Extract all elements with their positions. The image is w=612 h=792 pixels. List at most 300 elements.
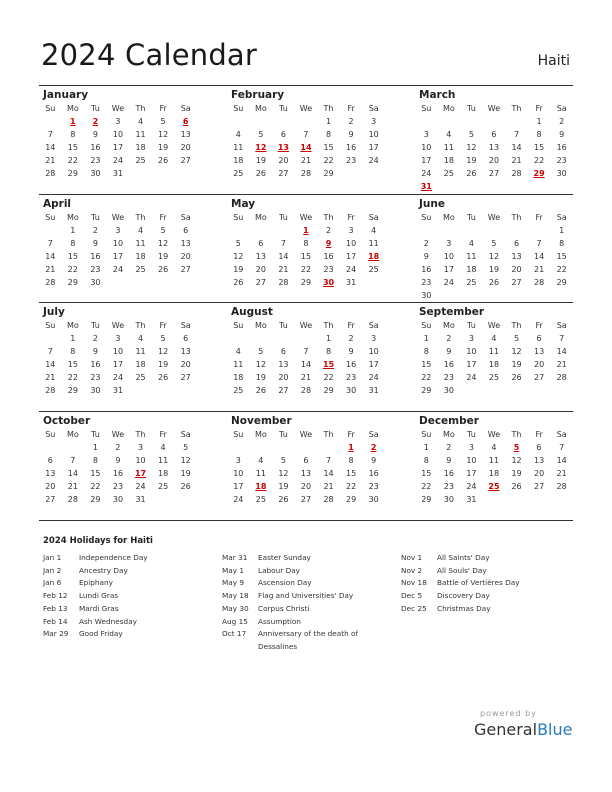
day-cell: 12 bbox=[180, 455, 191, 465]
calendar-row bbox=[39, 85, 573, 194]
month-table bbox=[415, 319, 573, 397]
day-cell: 16 bbox=[368, 468, 379, 478]
day-cell: 7 bbox=[70, 455, 76, 465]
day-cell: 9 bbox=[115, 455, 121, 465]
day-cell: 7 bbox=[47, 130, 53, 139]
day-cell: 11 bbox=[466, 251, 477, 261]
day-cell: 23 bbox=[443, 373, 454, 382]
week-row bbox=[415, 276, 573, 289]
holiday-item bbox=[401, 577, 557, 590]
day-cell: 23 bbox=[112, 481, 124, 491]
day-cell: 19 bbox=[255, 373, 266, 382]
day-cell: 1 bbox=[423, 442, 429, 452]
week-row bbox=[227, 224, 385, 237]
weekday-header: Mo bbox=[66, 321, 79, 330]
day-cell: 9 bbox=[92, 130, 98, 139]
empty-cell bbox=[460, 384, 483, 397]
weekday-header: Fr bbox=[347, 321, 355, 330]
day-cell: 3 bbox=[348, 225, 354, 235]
empty-cell bbox=[129, 384, 152, 397]
empty-cell bbox=[174, 167, 197, 180]
holiday-name: Ash Wednesday bbox=[79, 616, 137, 626]
weekday-header: Sa bbox=[368, 321, 379, 330]
day-cell: 22 bbox=[421, 481, 432, 491]
week-row bbox=[39, 493, 197, 506]
day-cell: 31 bbox=[112, 386, 124, 395]
day-cell: 19 bbox=[158, 143, 169, 152]
day-cell: 19 bbox=[180, 468, 191, 478]
weekday-header: Sa bbox=[556, 429, 567, 439]
week-row bbox=[415, 480, 573, 493]
day-cell: 4 bbox=[491, 334, 497, 343]
day-cell: 16 bbox=[556, 143, 567, 152]
day-cell: 25 bbox=[135, 156, 146, 165]
empty-cell bbox=[39, 441, 62, 454]
day-cell: 7 bbox=[47, 347, 53, 356]
day-cell: 6 bbox=[280, 130, 286, 139]
day-cell: 24 bbox=[421, 169, 432, 178]
day-cell: 28 bbox=[323, 494, 334, 504]
week-row bbox=[227, 441, 385, 454]
day-cell: 22 bbox=[534, 156, 545, 165]
weekday-header: Su bbox=[45, 321, 56, 330]
empty-cell bbox=[227, 441, 250, 454]
day-cell: 24 bbox=[346, 264, 357, 274]
day-cell: 5 bbox=[258, 347, 264, 356]
empty-cell bbox=[107, 276, 130, 289]
day-cell: 13 bbox=[45, 468, 56, 478]
empty-cell bbox=[505, 115, 528, 128]
day-cell: 28 bbox=[300, 386, 312, 395]
week-row bbox=[415, 128, 573, 141]
weekday-header: Tu bbox=[467, 429, 476, 439]
holiday-item bbox=[222, 628, 378, 653]
week-row bbox=[227, 480, 385, 493]
day-cell: 8 bbox=[559, 238, 565, 248]
day-cell: 9 bbox=[92, 347, 98, 356]
month-name: May bbox=[231, 197, 256, 210]
day-cell: 21 bbox=[300, 373, 312, 382]
day-cell: 6 bbox=[183, 334, 189, 343]
day-cell: 13 bbox=[180, 238, 191, 248]
holiday-item bbox=[401, 590, 557, 603]
day-cell: 22 bbox=[323, 156, 334, 165]
empty-cell bbox=[317, 441, 340, 454]
day-cell: 27 bbox=[45, 494, 56, 504]
weekday-header: Su bbox=[45, 104, 56, 113]
day-cell: 4 bbox=[446, 130, 452, 139]
day-cell: 18 bbox=[135, 143, 146, 152]
day-cell: 31 bbox=[346, 277, 357, 287]
empty-cell bbox=[505, 384, 528, 397]
weekday-header: Mo bbox=[254, 212, 267, 222]
empty-cell bbox=[415, 115, 438, 128]
weekday-header: We bbox=[111, 104, 125, 113]
day-cell: 6 bbox=[303, 455, 309, 465]
month-july bbox=[39, 303, 197, 411]
generalblue-logo[interactable] bbox=[474, 720, 572, 739]
day-cell: 13 bbox=[278, 360, 289, 369]
day-cell: 25 bbox=[233, 169, 244, 178]
weekday-header: Mo bbox=[254, 104, 267, 113]
day-cell: 24 bbox=[112, 264, 124, 274]
holiday-date: May 9 bbox=[222, 578, 245, 588]
holiday-date: Dec 5 bbox=[401, 591, 423, 601]
weekday-header: We bbox=[487, 212, 501, 222]
day-cell: 11 bbox=[368, 238, 379, 248]
weekday-header: Fr bbox=[159, 212, 167, 222]
holiday-date: May 18 bbox=[222, 591, 249, 601]
weekday-header: Th bbox=[135, 429, 146, 439]
day-cell: 24 bbox=[368, 156, 379, 165]
holiday-item bbox=[222, 552, 378, 565]
day-cell: 3 bbox=[371, 117, 377, 126]
day-cell: 31 bbox=[466, 494, 477, 504]
day-cell: 10 bbox=[135, 455, 146, 465]
month-april bbox=[39, 195, 197, 303]
day-cell: 13 bbox=[300, 468, 312, 478]
day-cell: 1 bbox=[325, 334, 332, 343]
day-cell: 10 bbox=[346, 238, 357, 248]
empty-cell bbox=[483, 384, 506, 397]
day-cell: 15 bbox=[67, 143, 78, 152]
day-cell: 28 bbox=[45, 277, 56, 287]
day-cell: 13 bbox=[534, 347, 545, 356]
weekday-header: Th bbox=[323, 429, 334, 439]
empty-cell bbox=[415, 224, 438, 237]
day-cell: 15 bbox=[421, 468, 432, 478]
day-cell: 14 bbox=[45, 143, 56, 152]
day-cell: 21 bbox=[45, 264, 56, 274]
empty-cell bbox=[362, 167, 385, 180]
day-cell: 7 bbox=[303, 347, 309, 356]
empty-cell bbox=[174, 276, 197, 289]
day-cell: 3 bbox=[115, 334, 121, 343]
empty-cell bbox=[483, 224, 506, 237]
day-cell: 9 bbox=[446, 347, 452, 356]
weekday-header: Sa bbox=[180, 104, 191, 113]
day-cell: 5 bbox=[160, 117, 166, 126]
holiday-name: Ancestry Day bbox=[79, 565, 128, 575]
day-cell: 26 bbox=[180, 481, 191, 491]
empty-cell bbox=[272, 115, 295, 128]
day-cell: 20 bbox=[180, 360, 191, 369]
day-cell: 7 bbox=[559, 334, 565, 343]
holiday-item bbox=[43, 628, 199, 641]
week-row bbox=[227, 154, 385, 167]
day-cell: 27 bbox=[511, 277, 522, 287]
weekday-header: Tu bbox=[279, 429, 288, 439]
day-cell: 27 bbox=[534, 373, 545, 382]
day-cell: 10 bbox=[421, 143, 432, 152]
day-cell: 19 bbox=[278, 481, 289, 491]
week-row bbox=[39, 224, 197, 237]
month-name: November bbox=[231, 414, 292, 427]
weekday-header: Su bbox=[421, 212, 432, 222]
weekday-header: Fr bbox=[347, 429, 355, 439]
day-cell: 2 bbox=[325, 225, 332, 235]
day-cell: 19 bbox=[488, 264, 500, 274]
day-cell: 27 bbox=[255, 277, 266, 287]
day-cell: 19 bbox=[158, 360, 169, 369]
holiday-item bbox=[43, 552, 199, 565]
day-cell: 4 bbox=[258, 455, 264, 465]
day-cell: 23 bbox=[323, 264, 334, 274]
day-cell: 20 bbox=[180, 251, 191, 261]
weekday-header: Mo bbox=[442, 429, 455, 439]
weekday-header: Tu bbox=[91, 321, 100, 330]
day-cell: 26 bbox=[158, 264, 169, 274]
holiday-day-cell: 30 bbox=[322, 277, 335, 287]
day-cell: 16 bbox=[443, 468, 454, 478]
day-cell: 14 bbox=[67, 468, 78, 478]
holiday-name: Mardi Gras bbox=[79, 603, 119, 613]
empty-cell bbox=[272, 224, 295, 237]
day-cell: 4 bbox=[137, 117, 144, 126]
week-row bbox=[415, 141, 573, 154]
empty-cell bbox=[483, 493, 506, 506]
day-cell: 23 bbox=[421, 277, 432, 287]
day-cell: 21 bbox=[45, 373, 56, 382]
empty-cell bbox=[438, 180, 461, 193]
week-row bbox=[39, 371, 197, 384]
day-cell: 8 bbox=[348, 455, 354, 465]
day-cell: 9 bbox=[446, 455, 452, 465]
day-cell: 16 bbox=[346, 360, 357, 369]
day-cell: 10 bbox=[466, 347, 477, 356]
holidays-title: 2024 Holidays for Haiti bbox=[43, 536, 153, 546]
empty-cell bbox=[550, 289, 573, 302]
day-cell: 12 bbox=[158, 347, 169, 356]
day-cell: 16 bbox=[90, 143, 101, 152]
day-cell: 18 bbox=[233, 156, 244, 165]
weekday-header: Tu bbox=[467, 321, 476, 330]
weekday-header: Fr bbox=[535, 212, 543, 222]
week-row bbox=[39, 441, 197, 454]
holiday-name: Epiphany bbox=[79, 578, 113, 588]
day-cell: 8 bbox=[536, 130, 542, 139]
month-name: January bbox=[43, 89, 89, 101]
day-cell: 3 bbox=[446, 238, 452, 248]
day-cell: 15 bbox=[90, 468, 101, 478]
holiday-day-cell: 17 bbox=[134, 468, 147, 478]
day-cell: 14 bbox=[323, 468, 334, 478]
weekday-header: Su bbox=[233, 212, 244, 222]
month-august bbox=[227, 303, 385, 411]
day-cell: 22 bbox=[556, 264, 567, 274]
day-cell: 22 bbox=[421, 373, 432, 382]
empty-cell bbox=[550, 493, 573, 506]
holiday-name: Corpus Christi bbox=[258, 603, 310, 613]
week-row bbox=[227, 384, 385, 397]
weekday-header: Fr bbox=[159, 429, 167, 439]
day-cell: 8 bbox=[303, 238, 309, 248]
empty-cell bbox=[272, 441, 295, 454]
day-cell: 25 bbox=[233, 386, 244, 395]
empty-cell bbox=[362, 276, 385, 289]
empty-cell bbox=[505, 493, 528, 506]
holiday-item bbox=[43, 603, 199, 616]
day-cell: 2 bbox=[92, 334, 98, 343]
weekday-header: Fr bbox=[159, 104, 167, 113]
day-cell: 22 bbox=[67, 373, 78, 382]
day-cell: 15 bbox=[421, 360, 432, 369]
day-cell: 22 bbox=[67, 264, 78, 274]
month-march bbox=[415, 86, 573, 194]
holiday-date: Nov 2 bbox=[401, 565, 423, 575]
day-cell: 26 bbox=[255, 169, 266, 178]
empty-cell bbox=[39, 224, 62, 237]
holiday-name: Lundi Gras bbox=[79, 591, 119, 601]
weekday-header: Tu bbox=[91, 429, 100, 439]
weekday-header: We bbox=[111, 429, 125, 439]
day-cell: 28 bbox=[534, 277, 545, 287]
month-name: March bbox=[419, 89, 456, 101]
day-cell: 27 bbox=[180, 373, 191, 382]
weekday-header: Th bbox=[135, 321, 146, 330]
day-cell: 28 bbox=[300, 169, 312, 178]
day-cell: 29 bbox=[90, 494, 101, 504]
day-cell: 25 bbox=[443, 169, 454, 178]
weekday-header: Th bbox=[323, 212, 334, 222]
day-cell: 12 bbox=[511, 347, 522, 356]
holiday-day-cell: 9 bbox=[325, 238, 332, 248]
month-table bbox=[39, 102, 197, 180]
day-cell: 17 bbox=[466, 360, 477, 369]
month-name: July bbox=[43, 306, 65, 318]
empty-cell bbox=[174, 493, 197, 506]
day-cell: 18 bbox=[488, 468, 500, 478]
day-cell: 25 bbox=[135, 373, 146, 382]
empty-cell bbox=[438, 224, 461, 237]
week-row bbox=[227, 115, 385, 128]
weekday-header: Th bbox=[135, 212, 146, 222]
holiday-date: Jan 1 bbox=[43, 553, 62, 562]
week-row bbox=[227, 332, 385, 345]
holiday-day-cell: 14 bbox=[300, 143, 312, 152]
day-cell: 21 bbox=[300, 156, 312, 165]
calendar-row bbox=[39, 194, 573, 303]
day-cell: 29 bbox=[67, 277, 78, 287]
day-cell: 27 bbox=[278, 386, 289, 395]
week-row bbox=[415, 167, 573, 180]
empty-cell bbox=[460, 289, 483, 302]
day-cell: 17 bbox=[443, 264, 454, 274]
week-row bbox=[39, 154, 197, 167]
empty-cell bbox=[528, 224, 551, 237]
month-table bbox=[227, 319, 385, 397]
day-cell: 23 bbox=[443, 481, 454, 491]
week-row bbox=[415, 371, 573, 384]
empty-cell bbox=[250, 332, 273, 345]
week-row bbox=[39, 167, 197, 180]
day-cell: 5 bbox=[183, 442, 189, 452]
day-cell: 19 bbox=[511, 360, 522, 369]
weekday-header: Sa bbox=[180, 321, 191, 330]
day-cell: 15 bbox=[67, 251, 78, 261]
day-cell: 15 bbox=[67, 360, 78, 369]
week-row bbox=[227, 250, 385, 263]
holiday-name: Discovery Day bbox=[437, 591, 490, 601]
day-cell: 3 bbox=[468, 442, 474, 452]
day-cell: 22 bbox=[90, 481, 101, 491]
day-cell: 5 bbox=[491, 238, 497, 248]
day-cell: 27 bbox=[278, 169, 289, 178]
week-row bbox=[227, 493, 385, 506]
holiday-day-cell: 6 bbox=[182, 117, 189, 126]
weekday-header: We bbox=[487, 429, 501, 439]
week-row bbox=[227, 467, 385, 480]
day-cell: 15 bbox=[556, 251, 567, 261]
weekday-header: Sa bbox=[368, 429, 379, 439]
weekday-header: Mo bbox=[66, 429, 79, 439]
day-cell: 9 bbox=[348, 347, 354, 356]
month-name: December bbox=[419, 414, 479, 427]
day-cell: 30 bbox=[556, 169, 567, 178]
day-cell: 11 bbox=[255, 468, 266, 478]
day-cell: 30 bbox=[443, 386, 454, 395]
day-cell: 21 bbox=[556, 360, 567, 369]
day-cell: 6 bbox=[47, 455, 53, 465]
day-cell: 20 bbox=[255, 264, 266, 274]
holiday-date: Mar 31 bbox=[222, 553, 248, 562]
day-cell: 10 bbox=[368, 347, 379, 356]
empty-cell bbox=[227, 115, 250, 128]
holiday-day-cell: 18 bbox=[368, 251, 380, 261]
weekday-header: Th bbox=[323, 104, 334, 113]
empty-cell bbox=[483, 115, 506, 128]
holiday-name: Battle of Vertières Day bbox=[437, 578, 520, 588]
weekday-header: Su bbox=[421, 321, 432, 330]
empty-cell bbox=[272, 332, 295, 345]
week-row bbox=[415, 224, 573, 237]
day-cell: 26 bbox=[233, 277, 244, 287]
weekday-header: Sa bbox=[180, 212, 191, 222]
day-cell: 29 bbox=[323, 169, 334, 178]
day-cell: 6 bbox=[536, 442, 542, 452]
weekday-header: Sa bbox=[556, 104, 567, 113]
day-cell: 21 bbox=[278, 264, 289, 274]
day-cell: 14 bbox=[300, 360, 312, 369]
day-cell: 18 bbox=[135, 360, 146, 369]
month-table bbox=[39, 428, 197, 506]
weekday-header: We bbox=[299, 429, 313, 439]
day-cell: 8 bbox=[423, 347, 429, 356]
day-cell: 11 bbox=[135, 130, 146, 139]
week-row bbox=[227, 128, 385, 141]
day-cell: 28 bbox=[556, 481, 567, 491]
day-cell: 27 bbox=[534, 481, 545, 491]
day-cell: 23 bbox=[368, 481, 379, 491]
holiday-item bbox=[222, 616, 378, 629]
month-name: August bbox=[231, 306, 273, 318]
week-row bbox=[415, 180, 573, 193]
day-cell: 29 bbox=[67, 169, 78, 178]
day-cell: 18 bbox=[488, 360, 500, 369]
day-cell: 25 bbox=[368, 264, 379, 274]
day-cell: 26 bbox=[158, 156, 169, 165]
day-cell: 8 bbox=[325, 347, 332, 356]
day-cell: 7 bbox=[47, 238, 53, 248]
week-row bbox=[415, 441, 573, 454]
day-cell: 16 bbox=[112, 468, 124, 478]
empty-cell bbox=[528, 384, 551, 397]
weekday-header: Mo bbox=[254, 321, 267, 330]
holiday-date: Aug 15 bbox=[222, 616, 248, 626]
week-row bbox=[415, 332, 573, 345]
holiday-date: Nov 1 bbox=[401, 553, 423, 562]
day-cell: 8 bbox=[70, 347, 76, 356]
